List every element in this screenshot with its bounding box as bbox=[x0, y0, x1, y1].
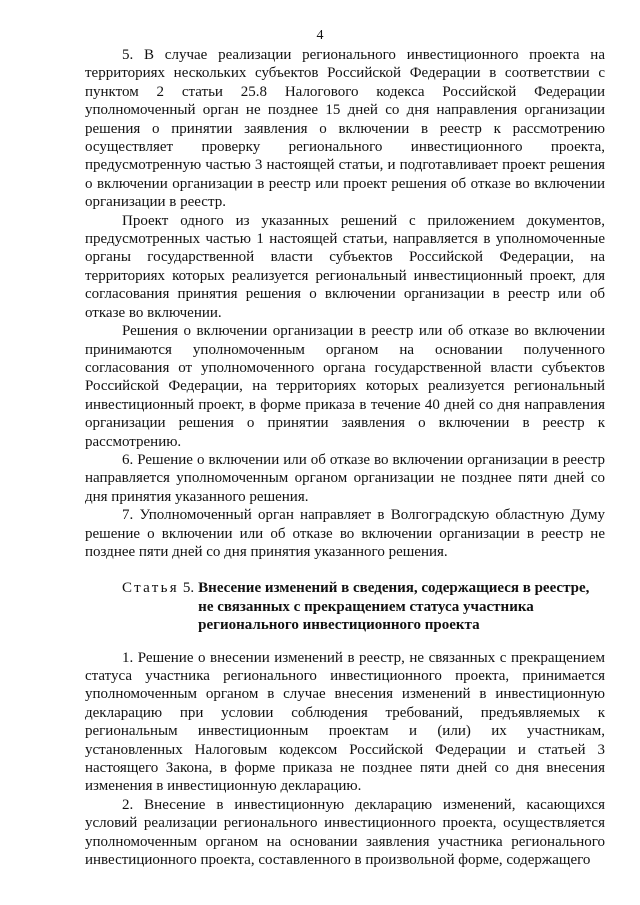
page-number: 4 bbox=[316, 28, 324, 43]
paragraph: 5. В случае реализации регионального инвестиционного проекта на территориях нескольких субъектов Российской Федерации в соответствии с пунктом 2 статьи 25.8 Налогового кодекса Российской Федерации уполномоченный орган не позднее 15 дней со дня направления организации решения о принятии заявления о включении в реестр к рассмотрению осуществляет проверку регионального инвестиционного проекта, предусмотренную частью 3 настоящей статьи, и подготавливает проект решения о включении организации в реестр или проект решения об отказе во включении организации в реестр. bbox=[85, 47, 605, 211]
paragraph: 1. Решение о внесении изменений в реестр, не связанных с прекращением статуса участника регионального инвестиционного проекта, принимается уполномоченным органом в случае внесения изменений в инвестиционную декларацию при условии соблюдения требований, предъявляемых к региональным инвестиционным проектам и (или) их участникам, установленных Налоговым кодексом Российской Федерации и статьей 3 настоящего Закона, в форме приказа не позднее пяти дней со дня внесения изменения в инвестиционную декларацию. bbox=[85, 649, 605, 795]
paragraph: 7. Уполномоченный орган направляет в Волгоградскую областную Думу решение о включении или об отказе во включении организации в реестр не позднее пяти дней со дня принятия указанного решения. bbox=[85, 507, 605, 560]
article-title: Внесение изменений в сведения, содержащиеся в реестре, не связанных с прекращением статуса участника регионального инвестиционного проекта bbox=[198, 580, 590, 634]
paragraph: 2. Внесение в инвестиционную декларацию изменений, касающихся условий реализации регионального инвестиционного проекта, осуществляется уполномоченным органом на основании заявления участника регионального инвестиционного проекта, составленного в произвольной форме, содержащего bbox=[85, 796, 605, 869]
document-body bbox=[85, 46, 605, 869]
article-number: 5. bbox=[182, 580, 195, 597]
paragraph: Проект одного из указанных решений с приложением документов, предусмотренных частью 1 настоящей статьи, направляется в уполномоченные органы государственной власти субъектов Российской Федерации, на территориях которых реализуется региональный инвестиционный проект, для согласования принятия решения о включении организации в реестр или об отказе во включении. bbox=[85, 212, 605, 321]
article-heading bbox=[85, 579, 605, 634]
article-label: Статья bbox=[122, 580, 179, 597]
paragraph: 6. Решение о включении или об отказе во включении организации в реестр направляется уполномоченным органом организации не позднее пяти дней со дня принятия указанного решения. bbox=[85, 451, 605, 505]
paragraph: Решения о включении организации в реестр или об отказе во включении принимаются уполномоченным органом на основании полученного согласования от уполномоченного органа государственной власти субъектов Российской Федерации, на территориях которых реализуется региональный инвестиционный проект, в форме приказа в течение 40 дней со дня направления организации решения о принятии заявления о включении в реестр к рассмотрению. bbox=[85, 323, 605, 450]
